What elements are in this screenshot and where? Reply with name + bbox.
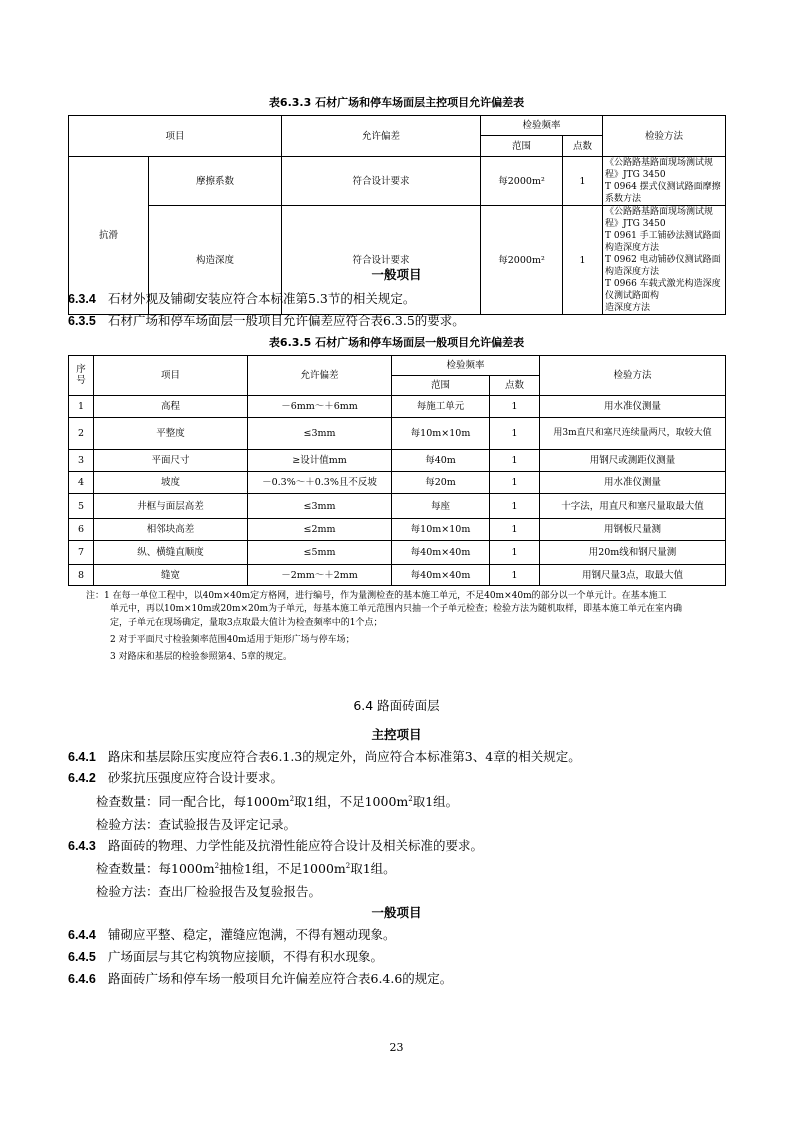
table-cell: 6: [69, 519, 94, 541]
table-cell: ≤2mm: [248, 519, 392, 541]
table-cell: 每10m×10m: [392, 418, 490, 450]
table-note: 3 对路床和基层的检验参照第4、5章的规定。: [110, 652, 293, 662]
table-635: [68, 355, 726, 586]
superscript: 2: [345, 862, 351, 870]
table-row: [69, 541, 726, 565]
clause-6-4-4: [68, 925, 396, 943]
table-cell: 高程: [94, 396, 248, 418]
general-items-heading: 一般项目: [371, 267, 422, 282]
clause-number: 6.4.6: [68, 972, 96, 986]
table-cell: 每40m×40m: [392, 541, 490, 565]
table-cell: 2: [69, 418, 94, 450]
table-cell: 5: [69, 494, 94, 519]
table-row: [69, 418, 726, 450]
table-row: [69, 494, 726, 519]
table-635-header-method: 检验方法: [540, 356, 726, 396]
clause-6-4-3: [68, 836, 483, 854]
table-cell: 用钢尺量3点，取最大值: [540, 565, 726, 586]
method-line: T 0962 电动铺砂仪测试路面构造深度方法: [605, 255, 721, 277]
table-633-header-tolerance: 允许偏差: [282, 116, 481, 157]
text-part: 取1组。: [412, 794, 459, 809]
table-cell: 坡度: [94, 472, 248, 494]
table-cell: 3: [69, 450, 94, 472]
table-cell: 用水准仪测量: [540, 472, 726, 494]
check-method-642: 检验方法：查试验报告及评定记录。: [96, 817, 297, 832]
table-cell: 1: [69, 396, 94, 418]
table-cell: 1: [490, 418, 540, 450]
table-cell: 每2000m²: [481, 206, 563, 315]
table-cell: 每40m: [392, 450, 490, 472]
table-635-header-frequency: 检验频率: [392, 356, 540, 376]
table-635-caption: 表6.3.5 石材广场和停车场面层一般项目允许偏差表: [268, 336, 525, 349]
table-cell: 构造深度: [149, 206, 282, 315]
table-cell: 1: [490, 541, 540, 565]
clause-6-3-4: [68, 289, 415, 307]
table-note: 2 对于平面尺寸检验频率范围40m适用于矩形广场与停车场；: [110, 635, 355, 645]
table-cell: ≤5mm: [248, 541, 392, 565]
clause-number: 6.4.5: [68, 950, 96, 964]
check-quantity-642: [96, 792, 458, 810]
table-cell: 8: [69, 565, 94, 586]
clause-text: 石材广场和停车场面层一般项目允许偏差应符合表6.3.5的要求。: [108, 313, 465, 328]
table-cell: 平面尺寸: [94, 450, 248, 472]
table-cell: 井框与面层高差: [94, 494, 248, 519]
method-line: T 0961 手工铺砂法测试路面构造深度方法: [605, 231, 721, 253]
table-cell: 用钢板尺量测: [540, 519, 726, 541]
table-633-header-range: 范围: [481, 136, 563, 157]
table-cell: 用20m线和钢尺量测: [540, 541, 726, 565]
table-cell: 平整度: [94, 418, 248, 450]
superscript: 2: [214, 862, 220, 870]
table-cell: 符合设计要求: [282, 157, 481, 206]
clause-6-4-6: [68, 969, 452, 987]
text-part: 抽检1组，不足1000m: [219, 861, 346, 876]
table-cell-method: [603, 206, 726, 315]
header-text: 序号: [76, 364, 86, 386]
text-part: 取1组，不足1000m: [294, 794, 409, 809]
table-note: 定，子单元在现场确定，量取3点取最大值计为检查频率中的1个点；: [110, 618, 383, 628]
table-cell: 每施工单元: [392, 396, 490, 418]
table-633-header-frequency: 检验频率: [481, 116, 603, 136]
table-cell: 纵、横缝直顺度: [94, 541, 248, 565]
table-cell: ≤3mm: [248, 494, 392, 519]
clause-text: 路面砖的物理、力学性能及抗滑性能应符合设计及相关标准的要求。: [108, 838, 484, 853]
method-line: 《公路路基路面现场测试规程》JTG 3450: [605, 207, 714, 229]
check-quantity-643: [96, 859, 396, 877]
page-number: 23: [389, 1041, 404, 1054]
table-cell: －2mm～＋2mm: [248, 565, 392, 586]
table-cell: －6mm～＋6mm: [248, 396, 392, 418]
table-note: 注：1 在每一单位工程中，以40m×40m定方格网，进行编号，作为量测检查的基本施工单元，不足40m×40m的部分以一个单元计。在基本施工: [86, 591, 667, 601]
table-cell: 1: [490, 494, 540, 519]
superscript: 2: [289, 795, 295, 803]
table-cell: 1: [563, 157, 603, 206]
main-items-heading: 主控项目: [371, 727, 422, 742]
clause-6-4-2: [68, 768, 283, 786]
table-cell: 用钢尺或测距仪测量: [540, 450, 726, 472]
clause-text: 路面砖广场和停车场一般项目允许偏差应符合表6.4.6的规定。: [108, 971, 453, 986]
table-cell: 摩擦系数: [149, 157, 282, 206]
table-635-header-item: 项目: [94, 356, 248, 396]
table-633-header-method: 检验方法: [603, 116, 726, 157]
table-635-header-no: [69, 356, 94, 396]
clause-number: 6.3.4: [68, 292, 96, 306]
method-line: 造深度方法: [605, 303, 651, 313]
section-title: 6.4 路面砖面层: [353, 698, 440, 713]
table-633-caption: 表6.3.3 石材广场和停车场面层主控项目允许偏差表: [268, 96, 525, 109]
text-part: 检查数量：同一配合比，每1000m: [96, 794, 290, 809]
table-635-header-tolerance: 允许偏差: [248, 356, 392, 396]
table-row: [69, 157, 726, 206]
table-cell: 1: [490, 450, 540, 472]
table-note: 单元中，再以10m×10m或20m×20m为子单元，每基本施工单元范围内只抽一个子单元检查；检验方法为随机取样，即基本施工单元在室内确: [110, 604, 683, 614]
table-633-header-item: 项目: [69, 116, 282, 157]
clause-6-3-5: [68, 311, 465, 329]
text-part: 取1组。: [350, 861, 396, 876]
clause-text: 铺砌应平整、稳定，灌缝应饱满，不得有翘动现象。: [108, 927, 396, 942]
table-cell: 每10m×10m: [392, 519, 490, 541]
method-line: T 0966 车载式激光构造深度仪测试路面构: [605, 279, 721, 301]
table-cell: 相邻块高差: [94, 519, 248, 541]
clause-6-4-5: [68, 947, 383, 965]
table-cell: 每2000m²: [481, 157, 563, 206]
table-row: [69, 450, 726, 472]
table-cell: 1: [490, 472, 540, 494]
superscript: 2: [408, 795, 413, 803]
clause-number: 6.4.1: [68, 750, 96, 764]
table-633: [68, 115, 726, 315]
table-cell: 4: [69, 472, 94, 494]
clause-number: 6.3.5: [68, 314, 96, 328]
table-row: [69, 472, 726, 494]
table-cell-method: [603, 157, 726, 206]
table-cell: －0.3%～＋0.3%且不反坡: [248, 472, 392, 494]
table-cell: 缝宽: [94, 565, 248, 586]
table-635-header-range: 范围: [392, 376, 490, 396]
clause-text: 砂浆抗压强度应符合设计要求。: [108, 770, 284, 785]
text-part: 检查数量：每1000m: [96, 861, 215, 876]
clause-number: 6.4.2: [68, 771, 96, 785]
table-cell: ≤3mm: [248, 418, 392, 450]
table-cell: 十字法，用直尺和塞尺量取最大值: [540, 494, 726, 519]
clause-text: 路床和基层除压实度应符合表6.1.3的规定外，尚应符合本标准第3、4章的相关规定。: [108, 749, 581, 764]
check-method-643: 检验方法：查出厂检验报告及复验报告。: [96, 884, 322, 899]
table-cell: ≥设计值mm: [248, 450, 392, 472]
table-cell: 每20m: [392, 472, 490, 494]
table-cell: 1: [490, 519, 540, 541]
table-cell: 1: [563, 206, 603, 315]
table-row: [69, 565, 726, 586]
table-633-header-points: 点数: [563, 136, 603, 157]
table-cell: 每40m×40m: [392, 565, 490, 586]
table-635-header-points: 点数: [490, 376, 540, 396]
table-cell: 用水准仪测量: [540, 396, 726, 418]
table-cell: 符合设计要求: [282, 206, 481, 315]
table-cell: 每座: [392, 494, 490, 519]
method-line: 《公路路基路面现场测试规程》JTG 3450: [605, 158, 714, 180]
table-633-group-cell: 抗滑: [69, 157, 149, 315]
general-items-heading-2: 一般项目: [371, 905, 422, 920]
table-cell: 1: [490, 396, 540, 418]
clause-number: 6.4.3: [68, 839, 96, 853]
table-cell: 7: [69, 541, 94, 565]
clause-text: 石材外观及铺砌安装应符合本标准第5.3节的相关规定。: [108, 291, 416, 306]
clause-number: 6.4.4: [68, 928, 96, 942]
table-row: [69, 396, 726, 418]
clause-text: 广场面层与其它构筑物应接顺，不得有积水现象。: [108, 949, 384, 964]
table-cell: 用3m直尺和塞尺连续量两尺，取较大值: [540, 418, 726, 450]
table-cell: 1: [490, 565, 540, 586]
method-line: T 0964 摆式仪测试路面摩擦系数方法: [605, 182, 721, 204]
table-row: [69, 519, 726, 541]
clause-6-4-1: [68, 747, 581, 765]
